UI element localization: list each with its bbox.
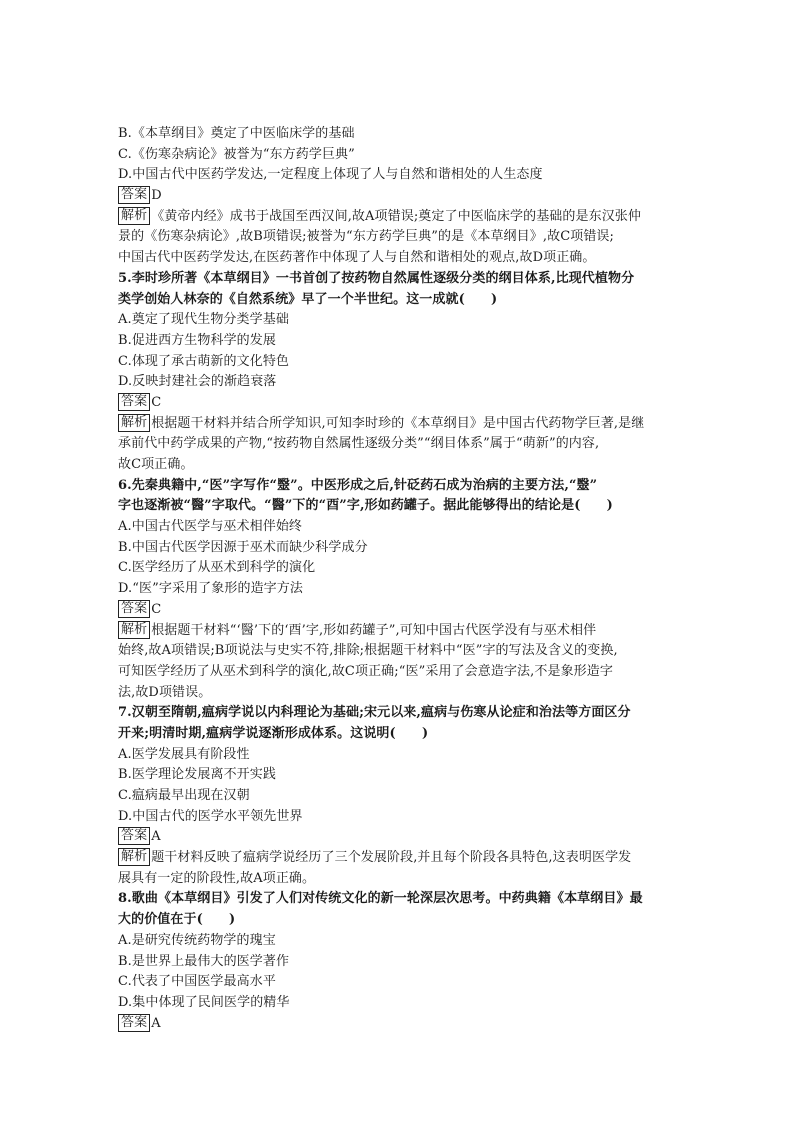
option-b: B.是世界上最伟大的医学著作 [118, 953, 290, 969]
answer-tag: 答案 [118, 393, 150, 411]
question-stem: 类学创始人林奈的《自然系统》早了一个半世纪。这一成就( ) [118, 291, 498, 307]
option-b: B.《本草纲目》奠定了中医临床学的基础 [118, 126, 355, 141]
answer-tag: 答案 [118, 186, 150, 204]
question-4-tail [118, 124, 678, 269]
explanation-tag: 解析 [118, 207, 150, 225]
question-stem: 5.李时珍所著《本草纲目》一书首创了按药物自然属性逐级分类的纲目体系,比现代植物分 [118, 270, 635, 286]
explanation-text: 根据题干材料“‘醫’下的‘酉’字,形如药罐子”,可知中国古代医学没有与巫术相伴 [151, 622, 597, 638]
answer-value: A [151, 829, 161, 845]
option-d: D.集中体现了民间医学的精华 [118, 994, 290, 1010]
explanation-row [118, 621, 678, 642]
option-c: C.代表了中国医学最高水平 [118, 974, 276, 990]
option-a: A.医学发展具有阶段性 [118, 746, 250, 762]
answer-value: C [151, 394, 162, 410]
option-b: B.促进西方生物科学的发展 [118, 332, 276, 348]
option-c: C.《伤寒杂病论》被誉为“东方药学巨典” [118, 146, 355, 162]
explanation-line: 法,故D项错误。 [118, 684, 212, 700]
question-8 [118, 889, 678, 1034]
option-d: D.中国古代中医药学发达,一定程度上体现了人与自然和谐相处的人生态度 [118, 167, 543, 183]
answer-tag: 答案 [118, 1014, 150, 1032]
option-c: C.瘟病最早出现在汉朝 [118, 788, 250, 803]
explanation-tag: 解析 [118, 621, 150, 639]
answer-value: C [151, 601, 162, 617]
answer-tag: 答案 [118, 600, 150, 618]
option-c: C.体现了承古萌新的文化特色 [118, 353, 290, 369]
explanation-tag: 解析 [118, 414, 150, 432]
explanation-line: 承前代中药学成果的产物,“按药物自然属性逐级分类”“纲目体系”属于“萌新”的内容, [118, 436, 600, 452]
answer-value: A [151, 1015, 161, 1031]
answer-row [118, 1014, 678, 1035]
document-page [118, 124, 678, 1034]
explanation-line: 景的《伤寒杂病论》,故B项错误;被誉为“东方药学巨典”的是《本草纲目》,故C项错误; [118, 229, 615, 245]
option-a: A.奠定了现代生物分类学基础 [118, 312, 289, 328]
explanation-text: 题干材料反映了瘟病学说经历了三个发展阶段,并且每个阶段各具特色,这表明医学发 [151, 850, 632, 866]
explanation-line: 中国古代中医药学发达,在医药著作中体现了人与自然和谐相处的观点,故D项正确。 [118, 250, 596, 266]
option-a: A.是研究传统药物学的瑰宝 [118, 932, 276, 948]
explanation-text: 《黄帝内经》成书于战国至西汉间,故A项错误;奠定了中医临床学的基础的是东汉张仲 [151, 208, 642, 224]
explanation-line: 始终,故A项错误;B项说法与史实不符,排除;根据题干材料中“医”字的写法及含义的变换, [118, 643, 618, 659]
answer-row [118, 600, 678, 621]
question-6 [118, 476, 678, 704]
question-5 [118, 269, 678, 476]
option-d: D.反映封建社会的渐趋衰落 [118, 374, 277, 390]
option-d: D.中国古代的医学水平领先世界 [118, 808, 303, 824]
explanation-tag: 解析 [118, 848, 150, 866]
explanation-line: 可知医学经历了从巫术到科学的演化,故C项正确;“医”采用了会意造字法,不是象形造字 [118, 663, 613, 679]
question-7 [118, 703, 678, 889]
answer-row [118, 393, 678, 414]
question-stem: 大的价值在于( ) [118, 912, 236, 928]
option-b: B.中国古代医学因源于巫术而缺少科学成分 [118, 539, 368, 555]
answer-value: D [151, 188, 162, 204]
option-d: D.“医”字采用了象形的造字方法 [118, 581, 303, 597]
question-stem: 字也逐渐被“醫”字取代。“醫”下的“酉”字,形如药罐子。据此能够得出的结论是( ) [118, 498, 613, 514]
answer-tag: 答案 [118, 827, 150, 845]
explanation-text: 根据题干材料并结合所学知识,可知李时珍的《本草纲目》是中国古代药物学巨著,是继 [151, 415, 645, 431]
question-stem: 6.先秦典籍中,“医”字写作“毉”。中医形成之后,针砭药石成为治病的主要方法,“毉” [118, 477, 598, 493]
question-stem: 开来;明清时期,瘟病学说逐渐形成体系。这说明( ) [118, 725, 429, 741]
option-b: B.医学理论发展离不开实践 [118, 767, 276, 783]
answer-row [118, 186, 678, 207]
explanation-line: 故C项正确。 [118, 457, 194, 472]
option-a: A.中国古代医学与巫术相伴始终 [118, 519, 303, 535]
explanation-row [118, 414, 678, 435]
explanation-line: 展具有一定的阶段性,故A项正确。 [118, 870, 316, 886]
question-stem: 8.歌曲《本草纲目》引发了人们对传统文化的新一轮深层次思考。中药典籍《本草纲目》最 [118, 891, 643, 907]
explanation-row [118, 848, 678, 869]
answer-row [118, 827, 678, 848]
option-c: C.医学经历了从巫术到科学的演化 [118, 560, 316, 576]
question-stem: 7.汉朝至隋朝,瘟病学说以内科理论为基础;宋元以来,瘟病与伤寒从论症和治法等方面区分 [118, 705, 631, 721]
explanation-row [118, 207, 678, 228]
